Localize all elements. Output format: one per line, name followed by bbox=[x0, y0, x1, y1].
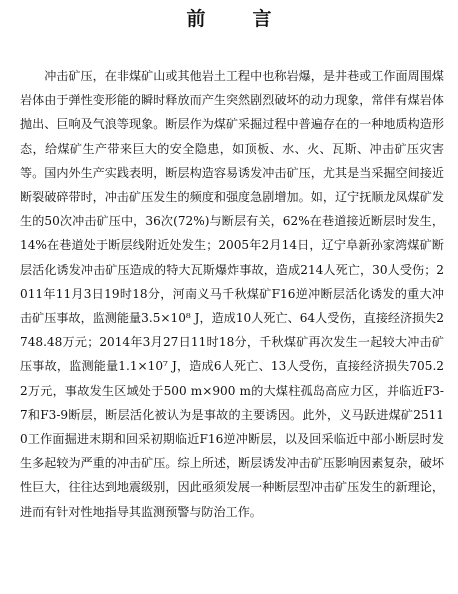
body-paragraph: 冲击矿压，在非煤矿山或其他岩土工程中也称岩爆，是井巷或工作面周围煤岩体由于弹性变形能的瞬时释放而产生突然剧烈破坏的动力现象，常伴有煤岩体抛出、巨响及气浪等现象。断层作为煤矿采掘过程中普遍存在的一种地质构造形态，给煤矿生产带来巨大的安全隐患，如顶板、水、火、瓦斯、冲击矿压灾害等。国内外生产实践表明，断层构造容易诱发冲击矿压，尤其是当采掘空间接近断裂破碎带时，冲击矿压发生的频度和强度急剧增加。如，辽宁抚顺龙凤煤矿发生的50次冲击矿压中，36次(72%)与断层有关，62%在巷道接近断层时发生，14%在巷道处于断层线附近处发生；2005年2月14日，辽宁阜新孙家湾煤矿断层活化诱发冲击矿压造成的特大瓦斯爆炸事故，造成214人死亡，30人受伤；2011年11月3日19时18分，河南义马千秋煤矿F16逆冲断层活化诱发的重大冲击矿压事故，监测能量3.5×10⁸ J，造成10人死亡、64人受伤，直接经济损失2 748.48万元；2014年3月27日11时18分，千秋煤矿再次发生一起较大冲击矿压事故，监测能量1.1×10⁷ J，造成6人死亡、13人受伤，直接经济损失705.22万元，事故发生区域处于500 m×900 m的大煤柱孤岛高应力区，并临近F3-7和F3-9断层，断层活化被认为是事故的主要诱因。此外，义马跃进煤矿25110工作面掘进末期和回采初期临近F16逆冲断层，以及回采临近中部小断层时发生多起较为严重的冲击矿压。综上所述，断层诱发冲击矿压影响因素复杂，破坏性巨大，往往达到地震级别，因此亟须发展一种断层型冲击矿压发生的新理论，进而有针对性地指导其监测预警与防治工作。 bbox=[20, 69, 444, 519]
page-title: 前 言 bbox=[186, 8, 286, 30]
